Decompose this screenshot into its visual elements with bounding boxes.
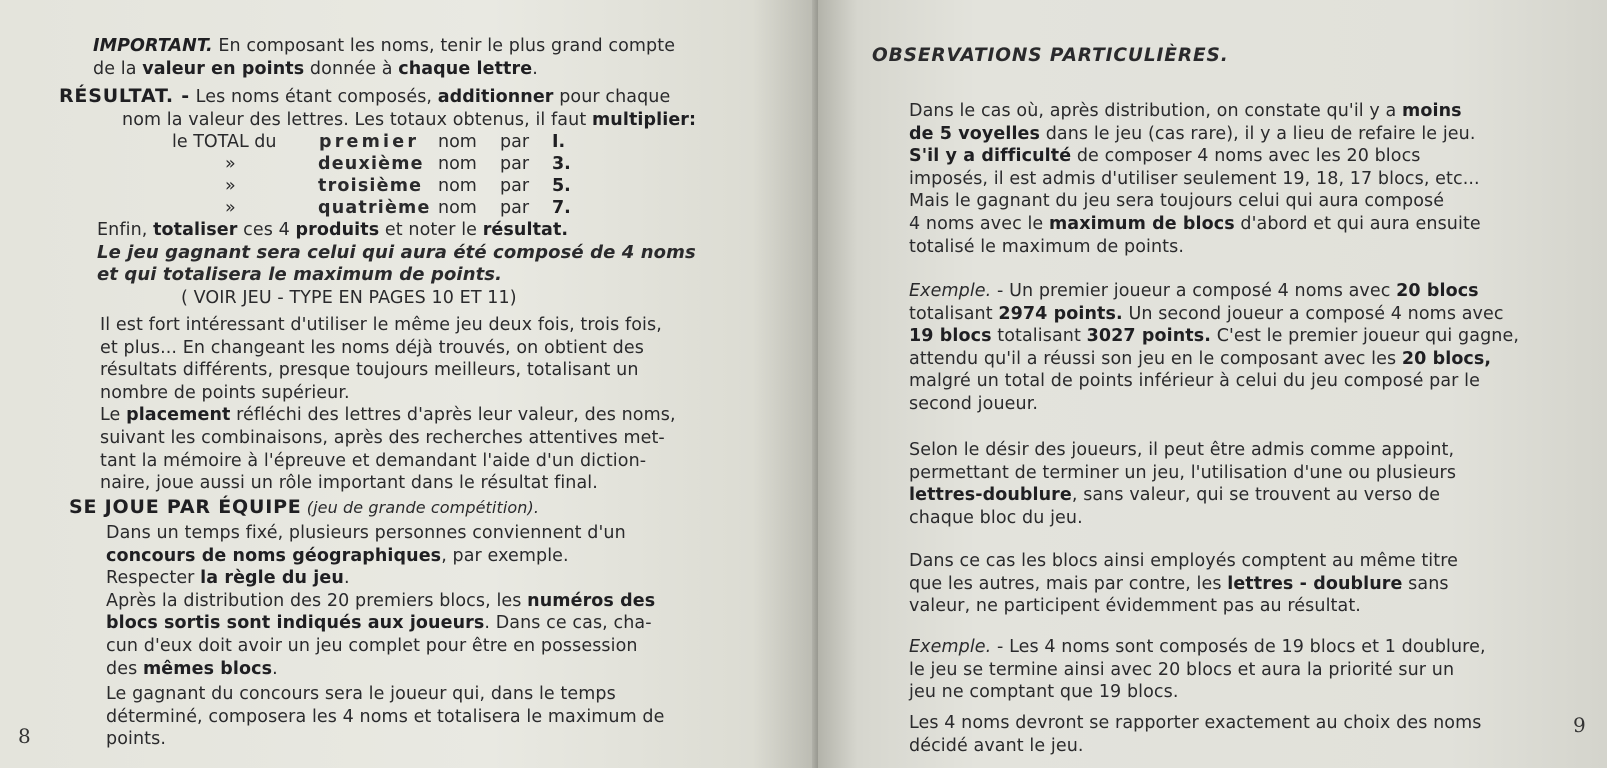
observations-heading: OBSERVATIONS PARTICULIÈRES.: [872, 45, 1229, 66]
choix-noms-paragraph: Les 4 noms devront se rapporter exactement au choix des noms décidé avant le jeu.: [909, 713, 1482, 756]
doublure-paragraph: Selon le désir des joueurs, il peut être admis comme appoint, permettant de terminer un jeu, l'utilisation d'une ou plusieurs lettres-doublure, sans valeur, qui se trouvent au verso de chaque bloc du jeu.: [909, 440, 1457, 528]
equipe-paragraph: Dans un temps fixé, plusieurs personnes conviennent d'un concours de noms géographiques, par exemple. Respecter la règle du jeu. Après la distribution des 20 premiers blocs, les numéros des blocs sortis sont indiqués aux joueurs. Dans ce cas, cha- cun d'eux doit avoir un jeu complet pour être en possession des mêmes blocs. Le gagnant du concours sera le joueur qui, dans le temps déterminé, composera les 4 noms et totalisera le maximum de points.: [106, 523, 665, 750]
page-number-left: 8: [18, 724, 31, 748]
multiplier-row: » quatrième nom par 7.: [225, 198, 571, 218]
enfin-paragraph: Enfin, totaliser ces 4 produits et noter le résultat. Le jeu gagnant sera celui qui aura été composé de 4 noms et qui totalisera le maximum de points. ( VOIR JEU - TYPE EN PAGES 10 ET 11): [97, 220, 696, 308]
multiplier-row: le TOTAL du premier nom par I.: [172, 132, 566, 152]
multiplier-row: » deuxième nom par 3.: [225, 154, 571, 174]
important-paragraph: IMPORTANT. En composant les noms, tenir le plus grand compte de la valeur en points donnée à chaque lettre.: [93, 36, 676, 79]
blocs-employes-paragraph: Dans ce cas les blocs ainsi employés comptent au même titre que les autres, mais par contre, les lettres - doublure sans valeur, ne participent évidemment pas au résultat.: [909, 551, 1459, 617]
multiplier-table: [0, 131, 818, 223]
example-paragraph-2: Exemple. - Les 4 noms sont composés de 19 blocs et 1 doublure, le jeu se termine ainsi avec 20 blocs et aura la priorité sur un jeu ne comptant que 19 blocs.: [909, 637, 1486, 703]
resultat-paragraph: RÉSULTAT. - Les noms étant composés, additionner pour chaque nom la valeur des lettres. Les totaux obtenus, il faut multiplier:: [59, 85, 697, 130]
repeat-play-paragraph: Il est fort intéressant d'utiliser le même jeu deux fois, trois fois, et plus... En changeant les noms déjà trouvés, on obtient des résultats différents, presque toujours meilleurs, totalisant un nombre de points supérieur. Le placement réfléchi des lettres d'après leur valeur, des noms, suivant les combinaisons, après des recherches attentives met- tant la mémoire à l'épreuve et demandant l'aide d'un diction- naire, joue aussi un rôle important dans le résultat final.: [100, 315, 676, 494]
observations-paragraph-1: Dans le cas où, après distribution, on constate qu'il y a moins de 5 voyelles dans le jeu (cas rare), il y a lieu de refaire le jeu. S'il y a difficulté de composer 4 noms avec les 20 blocs imposés, il est admis d'utiliser seulement 19, 18, 17 blocs, etc... Mais le gagnant du jeu sera toujours celui qui aura composé 4 noms avec le maximum de blocs d'abord et qui aura ensuite totalisé le maximum de points.: [909, 101, 1481, 257]
multiplier-row: » troisième nom par 5.: [225, 176, 571, 196]
equipe-heading: SE JOUE PAR ÉQUIPE (jeu de grande compétition).: [69, 496, 540, 518]
example-paragraph-1: Exemple. - Un premier joueur a composé 4 noms avec 20 blocs totalisant 2974 points. Un second joueur a composé 4 noms avec 19 blocs totalisant 3027 points. C'est le premier joueur qui gagne, attendu qu'il a réussi son jeu en le composant avec les 20 blocs, malgré un total de points inférieur à celui du jeu composé par le second joueur.: [909, 281, 1520, 414]
right-page: [818, 0, 1607, 768]
page-number-right: 9: [1573, 713, 1586, 737]
